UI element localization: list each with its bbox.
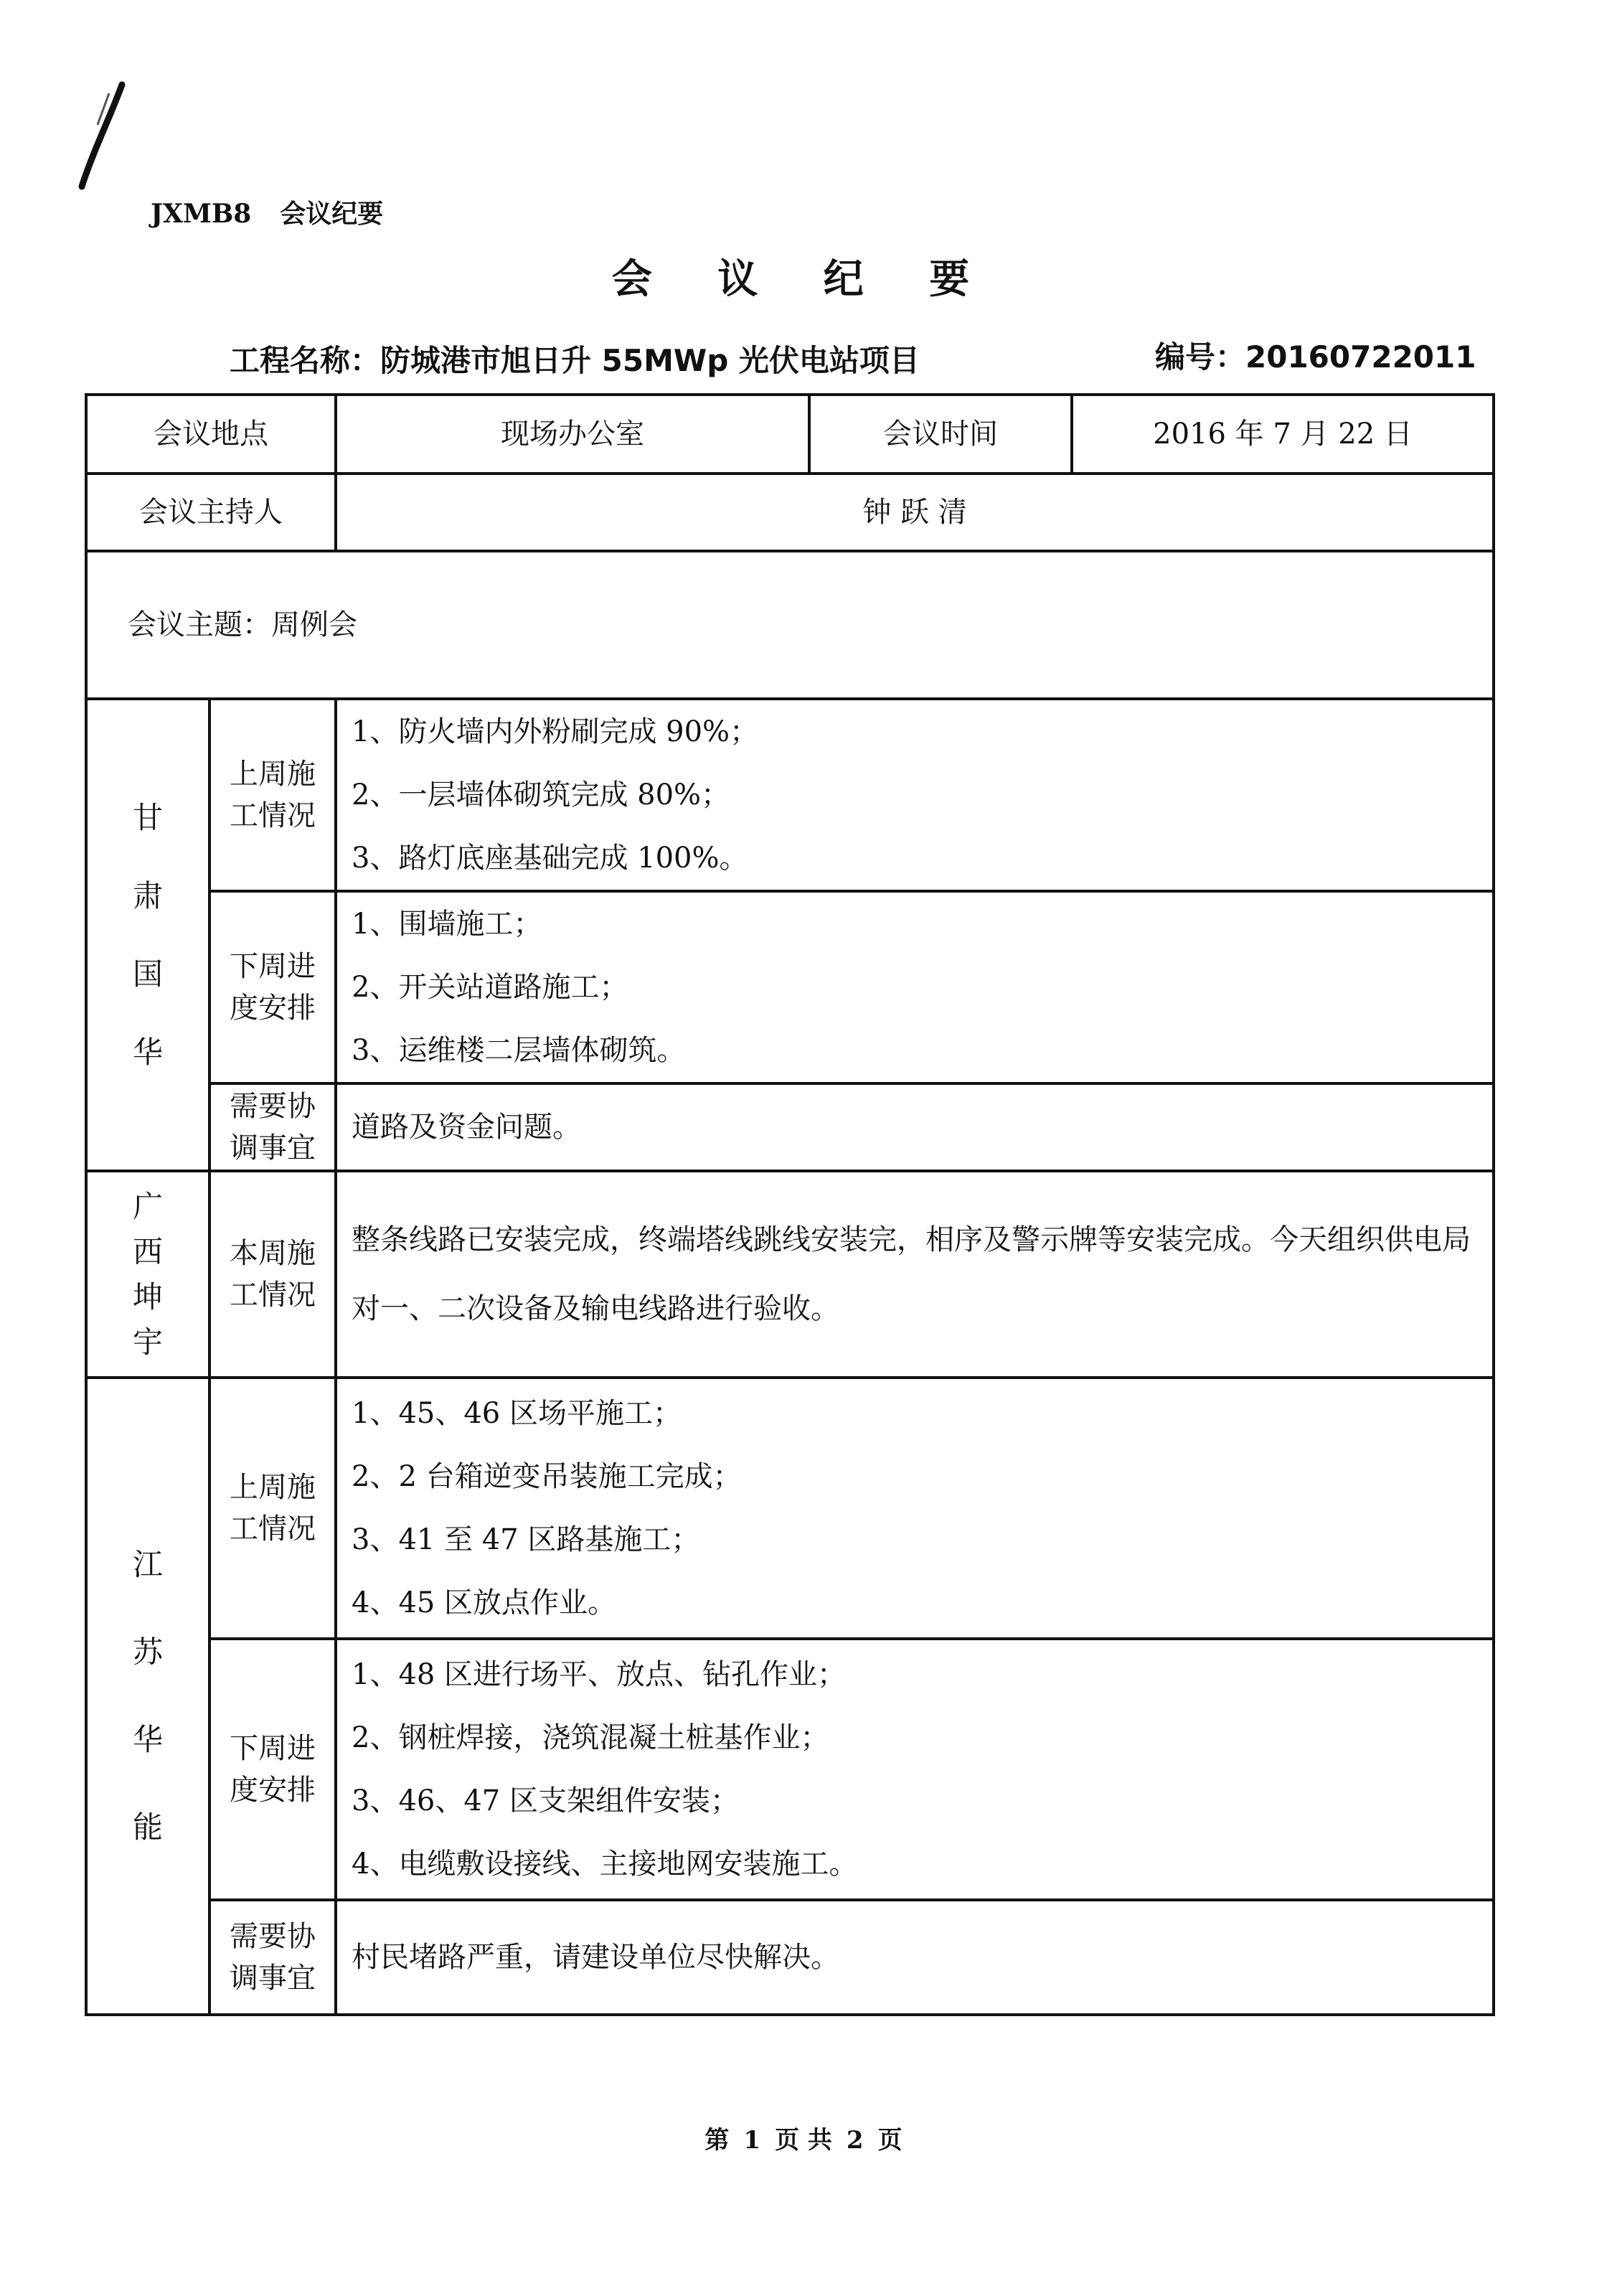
jiangsu-next-week-label: 下周进度安排 [209, 1639, 336, 1900]
minutes-table [85, 393, 1492, 2049]
gansu-last-week-row [86, 699, 1494, 891]
list-item: 2、2 台箱逆变吊装施工完成； [352, 1460, 742, 1493]
contractor-jiangsu: 江 苏 华 能 [86, 1378, 209, 2015]
page-footer: 第 1 页 共 2 页 [704, 2126, 903, 2155]
gansu-next-week-row [86, 891, 1494, 1083]
current-page: 1 [743, 2126, 761, 2155]
jiangsu-coord-text: 村民堵路严重，请建设单位尽快解决。 [336, 1900, 1494, 2015]
meeting-info-row [86, 395, 1494, 474]
document-number: 编号：20160722011 [1155, 339, 1476, 375]
guangxi-this-week-text: 整条线路已安装完成，终端塔线跳线安装完，相序及警示牌等安装完成。今天组织供电局对一、二次设备及输电线路进行验收。 [336, 1171, 1494, 1378]
gansu-coord-text: 道路及资金问题。 [336, 1083, 1494, 1171]
host-row [86, 474, 1494, 551]
list-item: 2、一层墙体砌筑完成 80%； [352, 778, 730, 811]
list-item: 3、路灯底座基础完成 100%。 [352, 842, 748, 875]
jiangsu-next-week-list [336, 1639, 1494, 1900]
time-label: 会议时间 [809, 395, 1072, 474]
list-item: 1、围墙施工； [352, 908, 542, 941]
list-item: 1、45、46 区场平施工； [352, 1397, 682, 1430]
guangxi-this-week-label: 本周施工情况 [209, 1171, 336, 1378]
project-name: 工程名称：防城港市旭日升 55MWp 光伏电站项目 [230, 343, 920, 378]
list-item: 1、防火墙内外粉刷完成 90%； [352, 715, 759, 748]
jiangsu-last-week-row [86, 1378, 1494, 1639]
contractor-guangxi: 广 西 坤 宇 [86, 1171, 209, 1378]
list-item: 3、46、47 区支架组件安装； [352, 1784, 739, 1817]
list-item: 3、运维楼二层墙体砌筑。 [352, 1034, 686, 1067]
list-item: 3、41 至 47 区路基施工； [352, 1523, 700, 1556]
location-value: 现场办公室 [336, 395, 809, 474]
jiangsu-last-week-list [336, 1378, 1494, 1639]
form-code-header [151, 194, 412, 230]
document-title: 会 议 纪 要 [611, 256, 996, 303]
guangxi-row [86, 1171, 1494, 1378]
form-name: 会议纪要 [280, 199, 384, 229]
meeting-subject: 会议主题：周例会 [86, 551, 1494, 699]
contractor-gansu: 甘 肃 国 华 [86, 699, 209, 1171]
host-label: 会议主持人 [86, 474, 336, 551]
form-code: JXMB8 [151, 199, 252, 229]
list-item: 2、开关站道路施工； [352, 971, 628, 1004]
jiangsu-last-week-label: 上周施工情况 [209, 1378, 336, 1639]
jiangsu-coord-label: 需要协调事宜 [209, 1900, 336, 2015]
list-item: 1、48 区进行场平、放点、钻孔作业； [352, 1658, 847, 1691]
subject-row [86, 551, 1494, 699]
gansu-coord-row [86, 1083, 1494, 1171]
jiangsu-coord-row [86, 1900, 1494, 2015]
host-value: 钟 跃 清 [336, 474, 1494, 551]
list-item: 4、45 区放点作业。 [352, 1586, 617, 1619]
location-label: 会议地点 [86, 395, 336, 474]
pen-stroke-mark [72, 79, 129, 194]
gansu-coord-label: 需要协调事宜 [209, 1083, 336, 1171]
gansu-next-week-label: 下周进度安排 [209, 891, 336, 1083]
total-pages: 2 [846, 2126, 864, 2155]
list-item: 4、电缆敷设接线、主接地网安装施工。 [352, 1848, 858, 1881]
gansu-last-week-list [336, 699, 1494, 891]
gansu-next-week-list [336, 891, 1494, 1083]
list-item: 2、钢桩焊接，浇筑混凝土桩基作业； [352, 1721, 829, 1754]
jiangsu-next-week-row [86, 1639, 1494, 1900]
gansu-last-week-label: 上周施工情况 [209, 699, 336, 891]
time-value: 2016 年 7 月 22 日 [1072, 395, 1494, 474]
